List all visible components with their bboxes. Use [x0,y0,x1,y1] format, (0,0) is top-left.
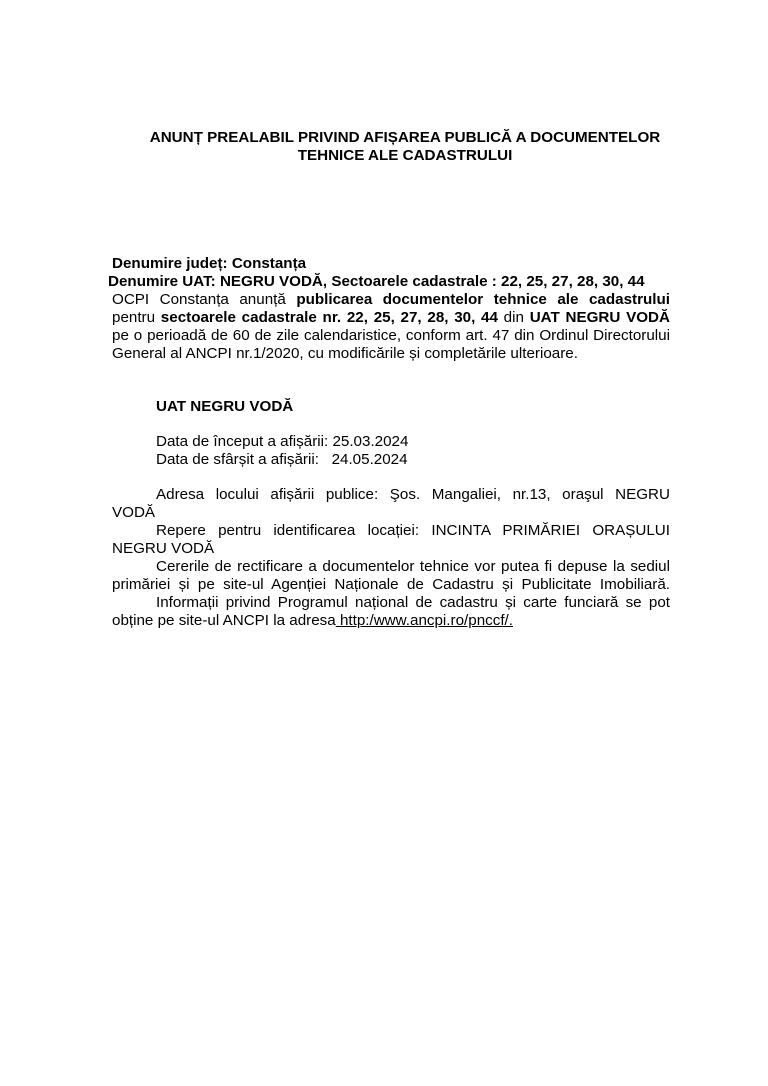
announcement-text-2: pentru [112,309,161,326]
document-title [110,129,700,165]
info-line-1: Informații privind Programul național de cadastru și carte funciară se pot [156,594,670,611]
announcement-text-4: pe o perioadă de 60 de zile calendaristice, conform art. 47 din Ordinul Directorului General al ANCPI nr.1/2020, cu modificările și completările ulterioare. [112,327,670,362]
end-date-line: Data de sfârșit a afișării: 24.05.2024 [156,451,408,468]
ancpi-link[interactable]: http:/www.ancpi.ro/pnccf/. [335,612,513,629]
announcement-bold-2: sectoarele cadastrale nr. 22, 25, 27, 28, 30, 44 [160,309,498,326]
announcement-text-1: OCPI Constanța anunță [112,291,297,308]
announcement-bold-3: UAT NEGRU VODĂ [529,309,670,326]
info-line-2 [112,612,670,630]
title-line-2: TEHNICE ALE CADASTRULUI [297,147,513,164]
landmark-line-2: NEGRU VODĂ [112,540,215,557]
rectification-line-1: Cererile de rectificare a documentelor tehnice vor putea fi depuse la sediul [156,558,670,575]
rectification-line-2: primăriei și pe site-ul Agenției Naționale de Cadastru și Publicitate Imobiliară. [112,576,670,593]
landmark-line-1: Repere pentru identificarea locației: INCINTA PRIMĂRIEI ORAȘULUI [156,522,670,539]
uat-line: Denumire UAT: NEGRU VODĂ, Sectoarele cadastrale : 22, 25, 27, 28, 30, 44 [108,273,645,290]
title-line-1: ANUNȚ PREALABIL PRIVIND AFIȘAREA PUBLICĂ A DOCUMENTELOR [149,129,661,146]
address-line-1: Adresa locului afișării publice: Şos. Mangaliei, nr.13, oraşul NEGRU [156,486,670,503]
announcement-bold-1: publicarea documentelor tehnice ale cadastrului [296,291,670,308]
county-line: Denumire județ: Constanța [112,255,307,272]
uat-heading: UAT NEGRU VODĂ [156,398,294,415]
address-line-2: VODĂ [112,504,156,521]
announcement-paragraph [112,291,670,363]
announcement-text-3: din [497,309,530,326]
info-line-2-text: obține pe site-ul ANCPI la adresa [112,612,336,629]
start-date-line: Data de început a afișării: 25.03.2024 [156,433,409,450]
